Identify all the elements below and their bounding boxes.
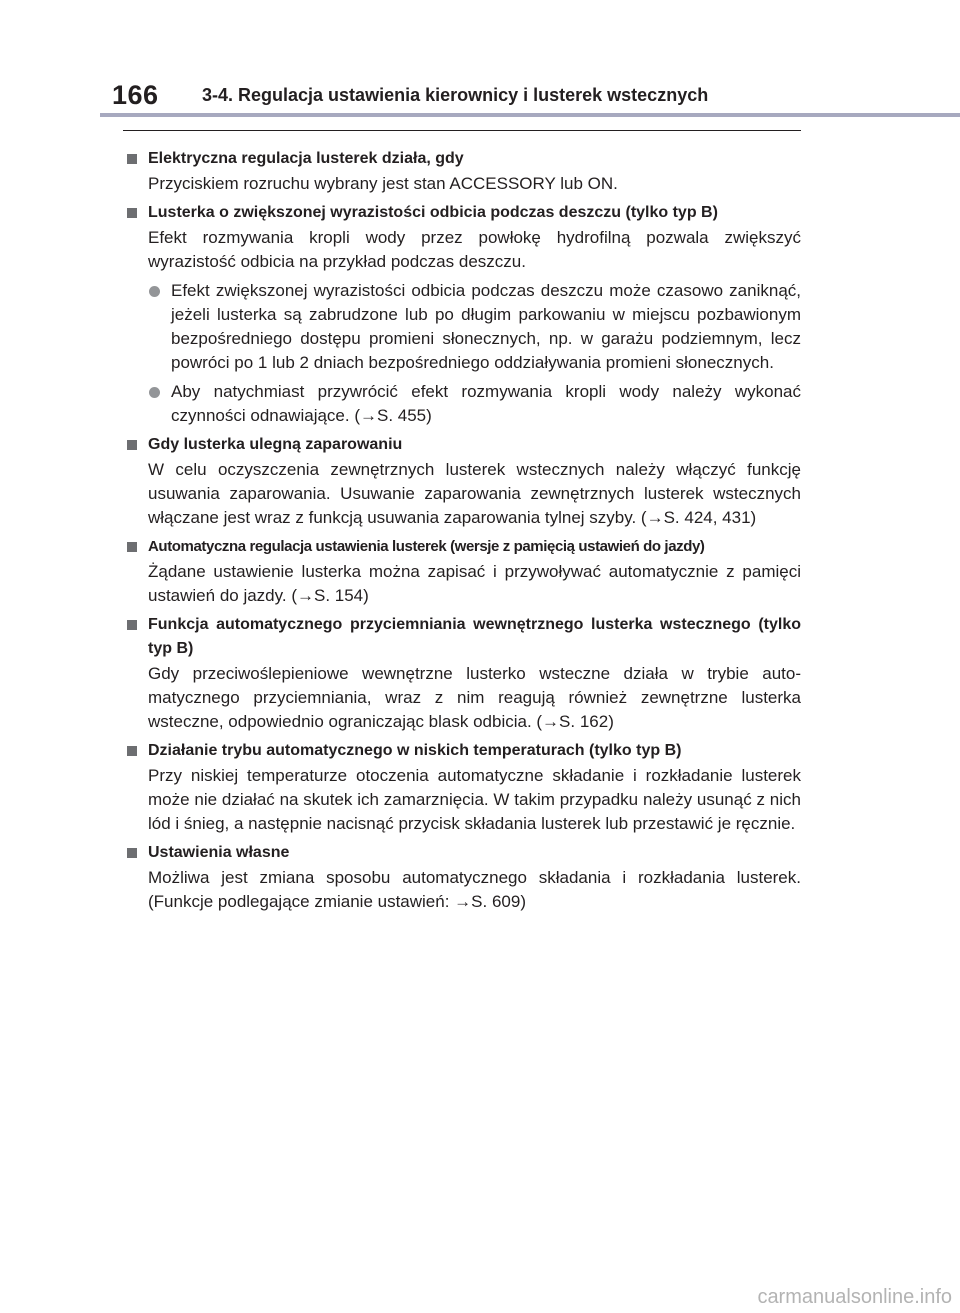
square-bullet-icon — [127, 746, 137, 756]
section-paragraph: Żądane ustawienie lusterka można zapisać i przywoływać automatycznie z pamięci ustawień do jazdy. (→S. 154) — [148, 562, 801, 605]
section-heading — [123, 739, 801, 763]
section-low-temperature — [123, 739, 801, 836]
section-paragraph: Gdy przeciwoślepieniowe wewnętrzne lusterko wsteczne działa w trybie automatycznego przyciemniania, wraz z nim reagują również zewnętrzne lusterka wsteczne, odpowiednio ograniczając blask odbicia. (→S. 162) — [148, 664, 801, 731]
round-bullet-icon — [149, 387, 160, 398]
page-body — [123, 147, 801, 919]
square-bullet-icon — [127, 620, 137, 630]
section-heading — [123, 147, 801, 171]
section-paragraph: W celu oczyszczenia zewnętrznych lusterek wstecznych należy włączyć funkcję usuwania zaparowania. Usuwanie zaparowania zewnętrznych lusterek wstecznych włączane jest wraz z funkcją usuwania zaparowania tylnej szyby. (→S. 424, 431) — [148, 460, 801, 527]
header-rule — [123, 130, 801, 131]
square-bullet-icon — [127, 208, 137, 218]
section-paragraph: Efekt rozmywania kropli wody przez powłokę hydrofilną pozwala zwiększyć wyrazistość odbicia na przykład podczas deszczu. — [148, 228, 801, 271]
page-header — [0, 0, 960, 120]
section-heading-text: Automatyczna regulacja ustawienia lusterek (wersje z pamięcią ustawień do jazdy) — [148, 538, 705, 555]
bullet-item — [123, 380, 801, 428]
section-heading-text: Ustawienia własne — [148, 844, 290, 861]
bullet-text: Efekt zwiększonej wyrazistości odbicia podczas deszczu może czasowo zaniknąć, jeżeli lusterka są zabrudzone lub po długim parkowaniu w miejscu pozbawionym bezpośredniego dostępu promieni słonecznych, np. w garażu podziemnym, lecz powróci po 1 lub 2 dniach bezpośredniego oddziaływania promieni słonecznych. — [171, 281, 801, 372]
section-heading-text: Funkcja automatycznego przyciemniania wewnętrznego lusterka wstecznego (tylko typ B) — [148, 616, 801, 657]
section-auto-dimming — [123, 613, 801, 734]
section-heading-text: Lusterka o zwiększonej wyrazistości odbicia podczas deszczu (tylko typ B) — [148, 204, 718, 221]
section-paragraph: Przy niskiej temperaturze otoczenia automatyczne składanie i rozkładanie lusterek może nie działać na skutek ich zamarznięcia. W takim przypadku należy usunąć z nich lód i śnieg, a następnie nacisnąć przycisk składania lusterek lub przestawić je ręcznie. — [148, 766, 801, 833]
section-heading-text: Elektryczna regulacja lusterek działa, gdy — [148, 150, 464, 167]
bullet-item — [123, 279, 801, 375]
square-bullet-icon — [127, 542, 137, 552]
watermark-text: carmanualsonline.info — [757, 1286, 952, 1308]
section-rain-clear-mirrors — [123, 201, 801, 428]
page-number: 166 — [112, 80, 159, 110]
section-heading-text: Działanie trybu automatycznego w niskich temperaturach (tylko typ B) — [148, 742, 682, 759]
bullet-text: Aby natychmiast przywrócić efekt rozmywania kropli wody należy wykonać czynności odnawiające. (→S. 455) — [171, 382, 801, 425]
chapter-title: 3-4. Regulacja ustawienia kierownicy i lusterek wstecznych — [202, 85, 709, 105]
section-heading — [123, 841, 801, 865]
section-mirror-power — [123, 147, 801, 196]
section-heading — [123, 613, 801, 661]
square-bullet-icon — [127, 154, 137, 164]
section-memory-adjustment — [123, 535, 801, 608]
square-bullet-icon — [127, 848, 137, 858]
section-paragraph: Przyciskiem rozruchu wybrany jest stan ACCESSORY lub ON. — [148, 174, 618, 193]
square-bullet-icon — [127, 440, 137, 450]
section-heading — [123, 535, 801, 559]
section-heading — [123, 433, 801, 457]
section-heading — [123, 201, 801, 225]
header-divider — [100, 113, 960, 117]
section-customization — [123, 841, 801, 914]
section-mirror-fogging — [123, 433, 801, 530]
section-paragraph: Możliwa jest zmiana sposobu automatycznego składania i rozkładania lusterek. (Funkcje podlegające zmianie ustawień: →S. 609) — [148, 868, 801, 911]
section-heading-text: Gdy lusterka ulegną zaparowaniu — [148, 436, 403, 453]
round-bullet-icon — [149, 286, 160, 297]
